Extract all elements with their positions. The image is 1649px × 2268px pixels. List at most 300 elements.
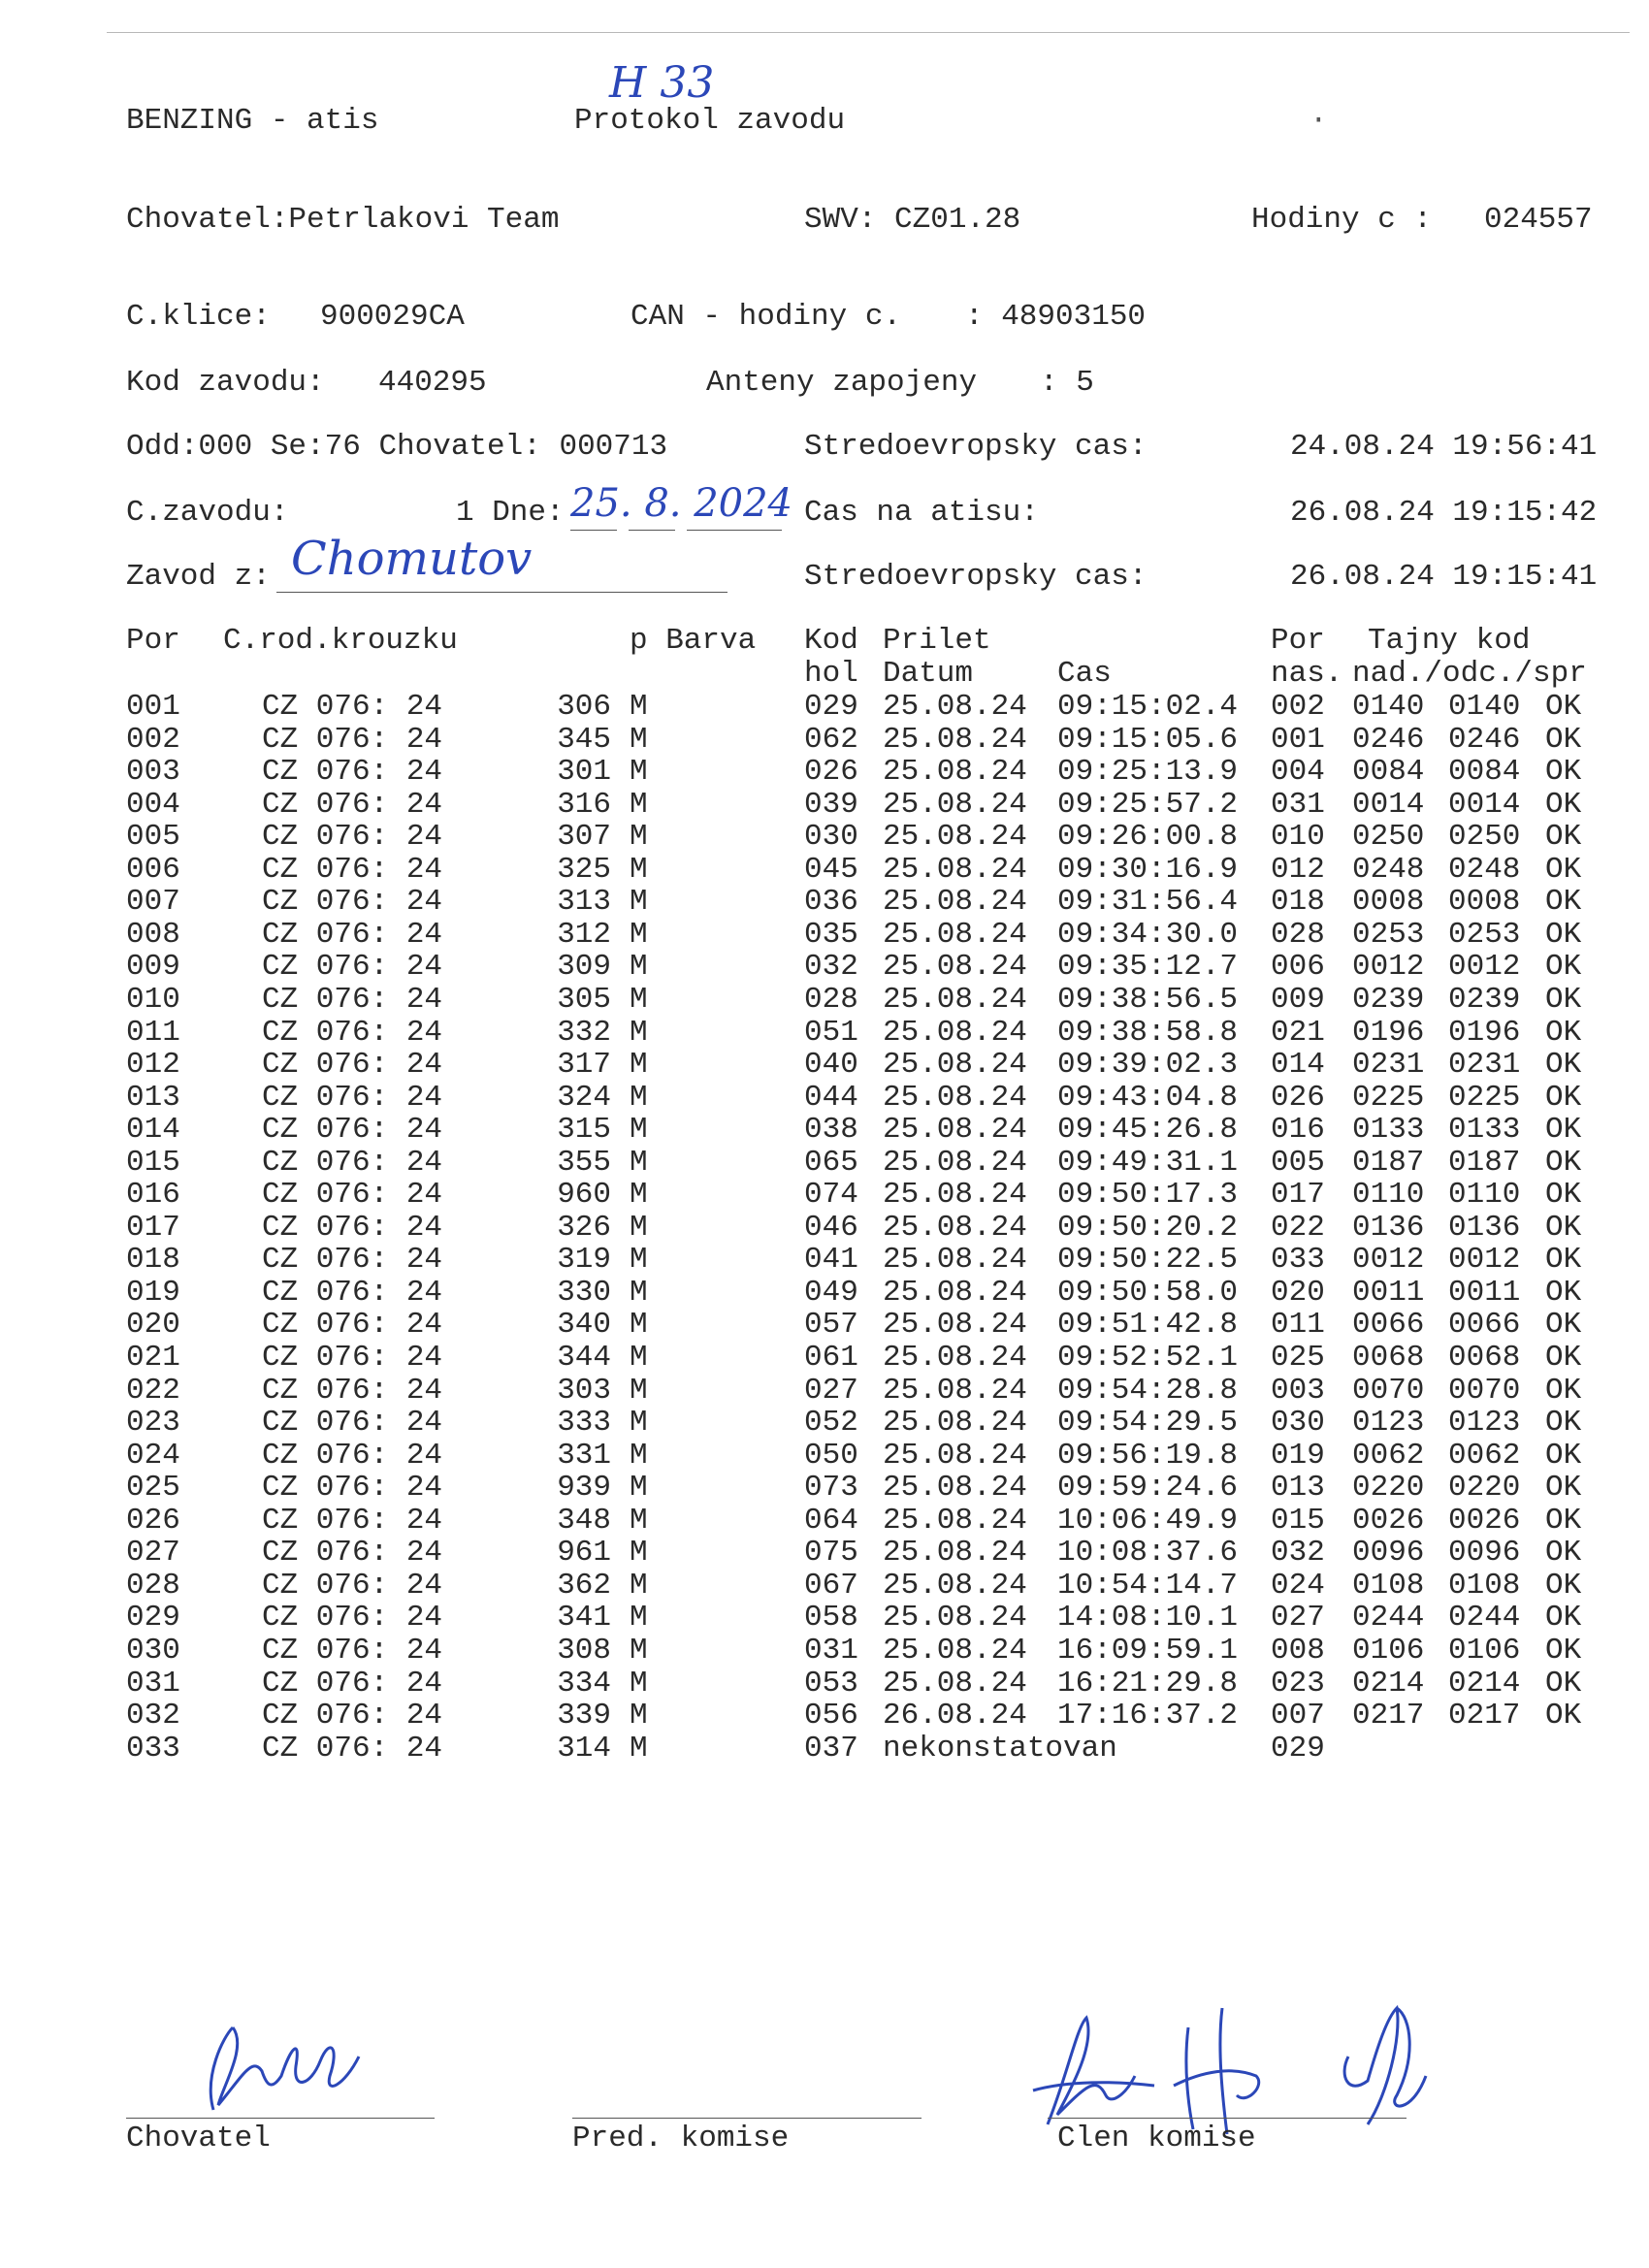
table-row bbox=[0, 691, 1649, 724]
cell-position: 014 bbox=[126, 1113, 180, 1148]
table-row bbox=[0, 821, 1649, 854]
cell-clock-code: 031 bbox=[804, 1633, 858, 1668]
cell-rank: 022 bbox=[1271, 1210, 1325, 1245]
cell-arrival-time: 09:51:42.8 bbox=[1057, 1308, 1239, 1343]
cell-ring-number: 939 bbox=[557, 1471, 611, 1506]
member-signatures bbox=[1028, 1989, 1455, 2144]
cell-clock-code: 058 bbox=[804, 1601, 858, 1636]
antennas-value: : 5 bbox=[1040, 366, 1094, 400]
cell-rank: 002 bbox=[1271, 690, 1325, 724]
cell-secret-code-1: 0012 bbox=[1352, 950, 1425, 985]
cell-position: 030 bbox=[126, 1633, 180, 1668]
cell-status: OK bbox=[1545, 982, 1582, 1017]
cell-status: OK bbox=[1545, 1275, 1582, 1310]
cell-secret-code-1: 0225 bbox=[1352, 1080, 1425, 1115]
cell-arrival-date: 25.08.24 bbox=[883, 1178, 1027, 1213]
cell-ring-prefix: CZ 076: 24 bbox=[262, 852, 443, 887]
cell-position: 006 bbox=[126, 852, 180, 887]
race-number-value: 1 Dne: bbox=[456, 496, 565, 530]
col-header-kod: Kod bbox=[804, 624, 858, 658]
table-row bbox=[0, 1342, 1649, 1375]
date-underline-month bbox=[629, 530, 675, 531]
cell-ring-prefix: CZ 076: 24 bbox=[262, 1438, 443, 1473]
table-row bbox=[0, 1179, 1649, 1212]
cell-ring-number: 316 bbox=[557, 787, 611, 822]
cell-rank: 031 bbox=[1271, 787, 1325, 822]
table-row bbox=[0, 1244, 1649, 1277]
cell-status: OK bbox=[1545, 950, 1582, 985]
cell-ring-number: 325 bbox=[557, 852, 611, 887]
table-row bbox=[0, 1017, 1649, 1050]
cell-position: 010 bbox=[126, 982, 180, 1017]
cell-ring-number: 339 bbox=[557, 1699, 611, 1733]
cell-ring-prefix: CZ 076: 24 bbox=[262, 1113, 443, 1148]
cell-secret-code-2: 0250 bbox=[1448, 820, 1521, 855]
cell-rank: 028 bbox=[1271, 917, 1325, 952]
cell-status: OK bbox=[1545, 1471, 1582, 1506]
speck: · bbox=[1310, 104, 1328, 138]
cell-secret-code-2: 0070 bbox=[1448, 1373, 1521, 1408]
cell-ring-prefix: CZ 076: 24 bbox=[262, 1406, 443, 1441]
col-header-datum: Datum bbox=[883, 657, 974, 691]
cell-secret-code-1: 0012 bbox=[1352, 1243, 1425, 1278]
cell-secret-code-1: 0070 bbox=[1352, 1373, 1425, 1408]
cell-secret-code-1: 0068 bbox=[1352, 1341, 1425, 1375]
cell-rank: 006 bbox=[1271, 950, 1325, 985]
col-header-prilet: Prilet bbox=[883, 624, 991, 658]
cell-arrival-date: 25.08.24 bbox=[883, 755, 1027, 790]
cell-clock-code: 075 bbox=[804, 1536, 858, 1571]
cell-rank: 011 bbox=[1271, 1308, 1325, 1343]
cell-rank: 014 bbox=[1271, 1048, 1325, 1083]
cell-status: OK bbox=[1545, 1633, 1582, 1668]
cell-position: 017 bbox=[126, 1210, 180, 1245]
cell-clock-code: 044 bbox=[804, 1080, 858, 1115]
cell-clock-code: 073 bbox=[804, 1471, 858, 1506]
cell-arrival-date: 25.08.24 bbox=[883, 1373, 1027, 1408]
cell-secret-code-1: 0110 bbox=[1352, 1178, 1425, 1213]
cell-sex: M bbox=[630, 1210, 648, 1245]
cell-arrival-time: 09:38:58.8 bbox=[1057, 1015, 1239, 1050]
cell-sex: M bbox=[630, 1536, 648, 1571]
cell-ring-prefix: CZ 076: 24 bbox=[262, 885, 443, 920]
table-row bbox=[0, 984, 1649, 1017]
cet-value-1: 24.08.24 19:56:41 bbox=[1290, 430, 1598, 464]
cell-clock-code: 074 bbox=[804, 1178, 858, 1213]
cell-secret-code-1: 0011 bbox=[1352, 1275, 1425, 1310]
cell-sex: M bbox=[630, 1080, 648, 1115]
cell-rank: 009 bbox=[1271, 982, 1325, 1017]
cell-arrival-date: 25.08.24 bbox=[883, 1145, 1027, 1180]
cell-secret-code-1: 0133 bbox=[1352, 1113, 1425, 1148]
cell-sex: M bbox=[630, 1699, 648, 1733]
cell-arrival-date: 25.08.24 bbox=[883, 820, 1027, 855]
cell-ring-prefix: CZ 076: 24 bbox=[262, 722, 443, 757]
app-name: BENZING - atis bbox=[126, 104, 379, 138]
cell-arrival-time: 09:34:30.0 bbox=[1057, 917, 1239, 952]
cell-clock-code: 057 bbox=[804, 1308, 858, 1343]
cell-arrival-date: 25.08.24 bbox=[883, 690, 1027, 724]
cell-arrival-date: 25.08.24 bbox=[883, 1471, 1027, 1506]
cell-secret-code-2: 0248 bbox=[1448, 852, 1521, 887]
cell-arrival-date: 25.08.24 bbox=[883, 1080, 1027, 1115]
cell-clock-code: 027 bbox=[804, 1373, 858, 1408]
cell-ring-prefix: CZ 076: 24 bbox=[262, 1471, 443, 1506]
cell-position: 011 bbox=[126, 1015, 180, 1050]
cell-ring-number: 317 bbox=[557, 1048, 611, 1083]
cell-status: OK bbox=[1545, 1406, 1582, 1441]
cell-arrival-date: 25.08.24 bbox=[883, 1341, 1027, 1375]
cell-clock-code: 037 bbox=[804, 1731, 858, 1766]
col-header-nas: nas. bbox=[1271, 657, 1343, 691]
cell-clock-code: 039 bbox=[804, 787, 858, 822]
cell-arrival-date: 25.08.24 bbox=[883, 1015, 1027, 1050]
cell-arrival-time: 09:54:29.5 bbox=[1057, 1406, 1239, 1441]
cell-secret-code-2: 0246 bbox=[1448, 722, 1521, 757]
cell-secret-code-2: 0187 bbox=[1448, 1145, 1521, 1180]
cell-secret-code-2: 0066 bbox=[1448, 1308, 1521, 1343]
table-row bbox=[0, 1505, 1649, 1538]
cell-secret-code-2: 0084 bbox=[1448, 755, 1521, 790]
date-underline-year bbox=[687, 530, 782, 531]
cell-secret-code-2: 0096 bbox=[1448, 1536, 1521, 1571]
cell-secret-code-1: 0096 bbox=[1352, 1536, 1425, 1571]
cell-ring-prefix: CZ 076: 24 bbox=[262, 1731, 443, 1766]
cell-status: OK bbox=[1545, 1015, 1582, 1050]
cell-status: OK bbox=[1545, 1438, 1582, 1473]
cell-arrival-time: 14:08:10.1 bbox=[1057, 1601, 1239, 1636]
cell-secret-code-2: 0196 bbox=[1448, 1015, 1521, 1050]
table-row bbox=[0, 854, 1649, 887]
cell-sex: M bbox=[630, 1666, 648, 1701]
cell-ring-number: 306 bbox=[557, 690, 611, 724]
cell-status: OK bbox=[1545, 1080, 1582, 1115]
cell-arrival-time: 09:50:22.5 bbox=[1057, 1243, 1239, 1278]
cell-ring-number: 303 bbox=[557, 1373, 611, 1408]
cell-clock-code: 038 bbox=[804, 1113, 858, 1148]
cell-status: OK bbox=[1545, 755, 1582, 790]
cell-status: OK bbox=[1545, 1568, 1582, 1603]
cell-arrival-date: 25.08.24 bbox=[883, 852, 1027, 887]
cell-secret-code-1: 0062 bbox=[1352, 1438, 1425, 1473]
cell-arrival-date: 26.08.24 bbox=[883, 1699, 1027, 1733]
table-row bbox=[0, 1212, 1649, 1245]
cell-ring-number: 340 bbox=[557, 1308, 611, 1343]
cell-position: 028 bbox=[126, 1568, 180, 1603]
cell-clock-code: 056 bbox=[804, 1699, 858, 1733]
cell-ring-prefix: CZ 076: 24 bbox=[262, 1178, 443, 1213]
cell-position: 024 bbox=[126, 1438, 180, 1473]
cell-arrival-time: 09:30:16.9 bbox=[1057, 852, 1239, 887]
cell-secret-code-1: 0014 bbox=[1352, 787, 1425, 822]
cell-rank: 013 bbox=[1271, 1471, 1325, 1506]
cell-sex: M bbox=[630, 950, 648, 985]
table-row bbox=[0, 756, 1649, 789]
cell-status: OK bbox=[1545, 1048, 1582, 1083]
cell-arrival-date: 25.08.24 bbox=[883, 1536, 1027, 1571]
cell-arrival-time: 16:21:29.8 bbox=[1057, 1666, 1239, 1701]
cell-ring-prefix: CZ 076: 24 bbox=[262, 950, 443, 985]
cell-status: OK bbox=[1545, 1308, 1582, 1343]
cell-arrival-date: 25.08.24 bbox=[883, 1210, 1027, 1245]
cell-arrival-date: 25.08.24 bbox=[883, 950, 1027, 985]
cell-ring-number: 362 bbox=[557, 1568, 611, 1603]
cell-arrival-date: 25.08.24 bbox=[883, 1666, 1027, 1701]
cell-secret-code-1: 0066 bbox=[1352, 1308, 1425, 1343]
table-row bbox=[0, 1049, 1649, 1082]
cell-sex: M bbox=[630, 755, 648, 790]
table-row bbox=[0, 1114, 1649, 1147]
cell-position: 027 bbox=[126, 1536, 180, 1571]
cell-status: OK bbox=[1545, 722, 1582, 757]
cell-clock-code: 050 bbox=[804, 1438, 858, 1473]
cell-position: 020 bbox=[126, 1308, 180, 1343]
atis-time-label: Cas na atisu: bbox=[804, 496, 1039, 530]
cell-sex: M bbox=[630, 1048, 648, 1083]
cell-arrival-time: 09:45:26.8 bbox=[1057, 1113, 1239, 1148]
cell-arrival-time: 09:49:31.1 bbox=[1057, 1145, 1239, 1180]
cell-ring-prefix: CZ 076: 24 bbox=[262, 755, 443, 790]
cell-sex: M bbox=[630, 1243, 648, 1278]
cell-arrival-date: 25.08.24 bbox=[883, 917, 1027, 952]
cell-rank: 003 bbox=[1271, 1373, 1325, 1408]
cell-ring-number: 355 bbox=[557, 1145, 611, 1180]
col-header-cas: Cas bbox=[1057, 657, 1112, 691]
cell-sex: M bbox=[630, 1308, 648, 1343]
cell-rank: 018 bbox=[1271, 885, 1325, 920]
cell-arrival-time: 10:08:37.6 bbox=[1057, 1536, 1239, 1571]
cell-ring-prefix: CZ 076: 24 bbox=[262, 1048, 443, 1083]
date-underline-day bbox=[570, 530, 617, 531]
cell-rank: 016 bbox=[1271, 1113, 1325, 1148]
member-signature-label: Clen komise bbox=[1057, 2122, 1256, 2155]
col-header-por-nas: Por bbox=[1271, 624, 1325, 658]
cell-ring-number: 314 bbox=[557, 1731, 611, 1766]
table-row bbox=[0, 1082, 1649, 1115]
cell-secret-code-1: 0244 bbox=[1352, 1601, 1425, 1636]
cell-sex: M bbox=[630, 1178, 648, 1213]
table-row bbox=[0, 1570, 1649, 1603]
cell-position: 016 bbox=[126, 1178, 180, 1213]
cell-arrival-time: 09:38:56.5 bbox=[1057, 982, 1239, 1017]
cell-position: 019 bbox=[126, 1275, 180, 1310]
cell-arrival-time: 09:25:13.9 bbox=[1057, 755, 1239, 790]
cell-position: 013 bbox=[126, 1080, 180, 1115]
cell-rank: 029 bbox=[1271, 1731, 1325, 1766]
cell-ring-number: 313 bbox=[557, 885, 611, 920]
breeder-signature-label: Chovatel bbox=[126, 2122, 271, 2155]
cell-sex: M bbox=[630, 787, 648, 822]
cell-position: 007 bbox=[126, 885, 180, 920]
cell-ring-number: 308 bbox=[557, 1633, 611, 1668]
cell-arrival-time: 09:43:04.8 bbox=[1057, 1080, 1239, 1115]
cell-rank: 008 bbox=[1271, 1633, 1325, 1668]
cell-clock-code: 040 bbox=[804, 1048, 858, 1083]
cell-secret-code-2: 0011 bbox=[1448, 1275, 1521, 1310]
section-line: Odd:000 Se:76 Chovatel: 000713 bbox=[126, 430, 668, 464]
cell-ring-number: 319 bbox=[557, 1243, 611, 1278]
clock-label: Hodiny c : bbox=[1251, 203, 1433, 237]
cell-ring-number: 330 bbox=[557, 1275, 611, 1310]
cell-ring-prefix: CZ 076: 24 bbox=[262, 1536, 443, 1571]
cell-sex: M bbox=[630, 722, 648, 757]
cell-rank: 010 bbox=[1271, 820, 1325, 855]
cell-arrival-time: 09:54:28.8 bbox=[1057, 1373, 1239, 1408]
cell-status: OK bbox=[1545, 1341, 1582, 1375]
cell-ring-number: 307 bbox=[557, 820, 611, 855]
race-from-label: Zavod z: bbox=[126, 560, 271, 594]
cell-sex: M bbox=[630, 1406, 648, 1441]
table-row bbox=[0, 1375, 1649, 1408]
cell-secret-code-2: 0217 bbox=[1448, 1699, 1521, 1733]
cell-clock-code: 051 bbox=[804, 1015, 858, 1050]
cell-secret-code-1: 0231 bbox=[1352, 1048, 1425, 1083]
cell-rank: 023 bbox=[1271, 1666, 1325, 1701]
cell-sex: M bbox=[630, 820, 648, 855]
cell-sex: M bbox=[630, 852, 648, 887]
cell-arrival-date: 25.08.24 bbox=[883, 722, 1027, 757]
cell-ring-number: 961 bbox=[557, 1536, 611, 1571]
cell-ring-number: 345 bbox=[557, 722, 611, 757]
breeder-signature-line bbox=[126, 2118, 435, 2119]
cell-clock-code: 041 bbox=[804, 1243, 858, 1278]
table-row bbox=[0, 1668, 1649, 1701]
breeder-name: Chovatel:Petrlakovi Team bbox=[126, 203, 560, 237]
col-header-hol: hol bbox=[804, 657, 858, 691]
race-number-label: C.zavodu: bbox=[126, 496, 289, 530]
cell-ring-prefix: CZ 076: 24 bbox=[262, 1373, 443, 1408]
cell-secret-code-2: 0133 bbox=[1448, 1113, 1521, 1148]
cell-ring-number: 331 bbox=[557, 1438, 611, 1473]
cell-ring-number: 348 bbox=[557, 1503, 611, 1538]
cell-status: OK bbox=[1545, 852, 1582, 887]
cell-position: 026 bbox=[126, 1503, 180, 1538]
key-value: 900029CA bbox=[320, 300, 465, 334]
cell-ring-number: 315 bbox=[557, 1113, 611, 1148]
cell-secret-code-1: 0140 bbox=[1352, 690, 1425, 724]
cell-arrival-date: 25.08.24 bbox=[883, 1308, 1027, 1343]
cell-ring-number: 324 bbox=[557, 1080, 611, 1115]
cell-arrival-time: 10:54:14.7 bbox=[1057, 1568, 1239, 1603]
cell-position: 003 bbox=[126, 755, 180, 790]
cell-status: OK bbox=[1545, 1601, 1582, 1636]
cell-arrival-date: 25.08.24 bbox=[883, 1113, 1027, 1148]
cell-rank: 021 bbox=[1271, 1015, 1325, 1050]
software-version: SWV: CZ01.28 bbox=[804, 203, 1021, 237]
cell-position: 009 bbox=[126, 950, 180, 985]
cell-position: 001 bbox=[126, 690, 180, 724]
table-row bbox=[0, 1472, 1649, 1505]
cell-secret-code-1: 0253 bbox=[1352, 917, 1425, 952]
cell-secret-code-2: 0225 bbox=[1448, 1080, 1521, 1115]
cell-secret-code-2: 0012 bbox=[1448, 950, 1521, 985]
table-row bbox=[0, 1537, 1649, 1570]
table-row bbox=[0, 1602, 1649, 1635]
cell-rank: 004 bbox=[1271, 755, 1325, 790]
cell-status: OK bbox=[1545, 1210, 1582, 1245]
cell-arrival-time: 09:50:58.0 bbox=[1057, 1275, 1239, 1310]
cell-arrival-time: 10:06:49.9 bbox=[1057, 1503, 1239, 1538]
cell-arrival-date: 25.08.24 bbox=[883, 1568, 1027, 1603]
cell-ring-number: 333 bbox=[557, 1406, 611, 1441]
cell-sex: M bbox=[630, 982, 648, 1017]
cet-label-2: Stredoevropsky cas: bbox=[804, 560, 1148, 594]
race-code-label: Kod zavodu: bbox=[126, 366, 325, 400]
cell-status: OK bbox=[1545, 1699, 1582, 1733]
document-title: Protokol zavodu bbox=[574, 104, 846, 138]
cell-secret-code-1: 0239 bbox=[1352, 982, 1425, 1017]
cell-position: 015 bbox=[126, 1145, 180, 1180]
cell-rank: 026 bbox=[1271, 1080, 1325, 1115]
cell-clock-code: 061 bbox=[804, 1341, 858, 1375]
table-row bbox=[0, 1407, 1649, 1440]
cell-ring-number: 309 bbox=[557, 950, 611, 985]
cell-clock-code: 028 bbox=[804, 982, 858, 1017]
cell-secret-code-1: 0214 bbox=[1352, 1666, 1425, 1701]
cell-arrival-date: 25.08.24 bbox=[883, 1048, 1027, 1083]
table-row bbox=[0, 951, 1649, 984]
cell-ring-prefix: CZ 076: 24 bbox=[262, 1503, 443, 1538]
cell-arrival-time: 09:31:56.4 bbox=[1057, 885, 1239, 920]
cell-status: OK bbox=[1545, 917, 1582, 952]
cell-rank: 007 bbox=[1271, 1699, 1325, 1733]
cell-sex: M bbox=[630, 1568, 648, 1603]
cell-secret-code-1: 0106 bbox=[1352, 1633, 1425, 1668]
table-row bbox=[0, 1700, 1649, 1733]
cell-ring-number: 332 bbox=[557, 1015, 611, 1050]
cell-clock-code: 030 bbox=[804, 820, 858, 855]
table-row bbox=[0, 724, 1649, 757]
cell-arrival-time: 09:56:19.8 bbox=[1057, 1438, 1239, 1473]
cell-sex: M bbox=[630, 1015, 648, 1050]
cell-arrival-time: 09:26:00.8 bbox=[1057, 820, 1239, 855]
cell-secret-code-2: 0220 bbox=[1448, 1471, 1521, 1506]
cell-secret-code-1: 0246 bbox=[1352, 722, 1425, 757]
member-signature-line bbox=[1048, 2118, 1406, 2119]
table-row bbox=[0, 1440, 1649, 1473]
cell-sex: M bbox=[630, 917, 648, 952]
cell-rank: 030 bbox=[1271, 1406, 1325, 1441]
cell-rank: 019 bbox=[1271, 1438, 1325, 1473]
cell-arrival-date: 25.08.24 bbox=[883, 982, 1027, 1017]
cell-secret-code-2: 0244 bbox=[1448, 1601, 1521, 1636]
cell-clock-code: 049 bbox=[804, 1275, 858, 1310]
cell-status: OK bbox=[1545, 1666, 1582, 1701]
cell-secret-code-2: 0068 bbox=[1448, 1341, 1521, 1375]
cell-clock-code: 065 bbox=[804, 1145, 858, 1180]
cet-value-2: 26.08.24 19:15:41 bbox=[1290, 560, 1598, 594]
cell-ring-number: 305 bbox=[557, 982, 611, 1017]
cell-position: 021 bbox=[126, 1341, 180, 1375]
cell-secret-code-2: 0253 bbox=[1448, 917, 1521, 952]
cell-ring-prefix: CZ 076: 24 bbox=[262, 1308, 443, 1343]
cell-position: 004 bbox=[126, 787, 180, 822]
cell-sex: M bbox=[630, 1438, 648, 1473]
cell-position: 023 bbox=[126, 1406, 180, 1441]
cell-sex: M bbox=[630, 1471, 648, 1506]
col-header-barva: p Barva bbox=[630, 624, 757, 658]
cell-position: 025 bbox=[126, 1471, 180, 1506]
cell-rank: 015 bbox=[1271, 1503, 1325, 1538]
cell-position: 005 bbox=[126, 820, 180, 855]
cell-status: OK bbox=[1545, 1243, 1582, 1278]
cell-secret-code-2: 0239 bbox=[1448, 982, 1521, 1017]
cell-arrival-time: 09:35:12.7 bbox=[1057, 950, 1239, 985]
cell-ring-prefix: CZ 076: 24 bbox=[262, 1568, 443, 1603]
cell-status: OK bbox=[1545, 1113, 1582, 1148]
cell-rank: 025 bbox=[1271, 1341, 1325, 1375]
cell-status: OK bbox=[1545, 1536, 1582, 1571]
